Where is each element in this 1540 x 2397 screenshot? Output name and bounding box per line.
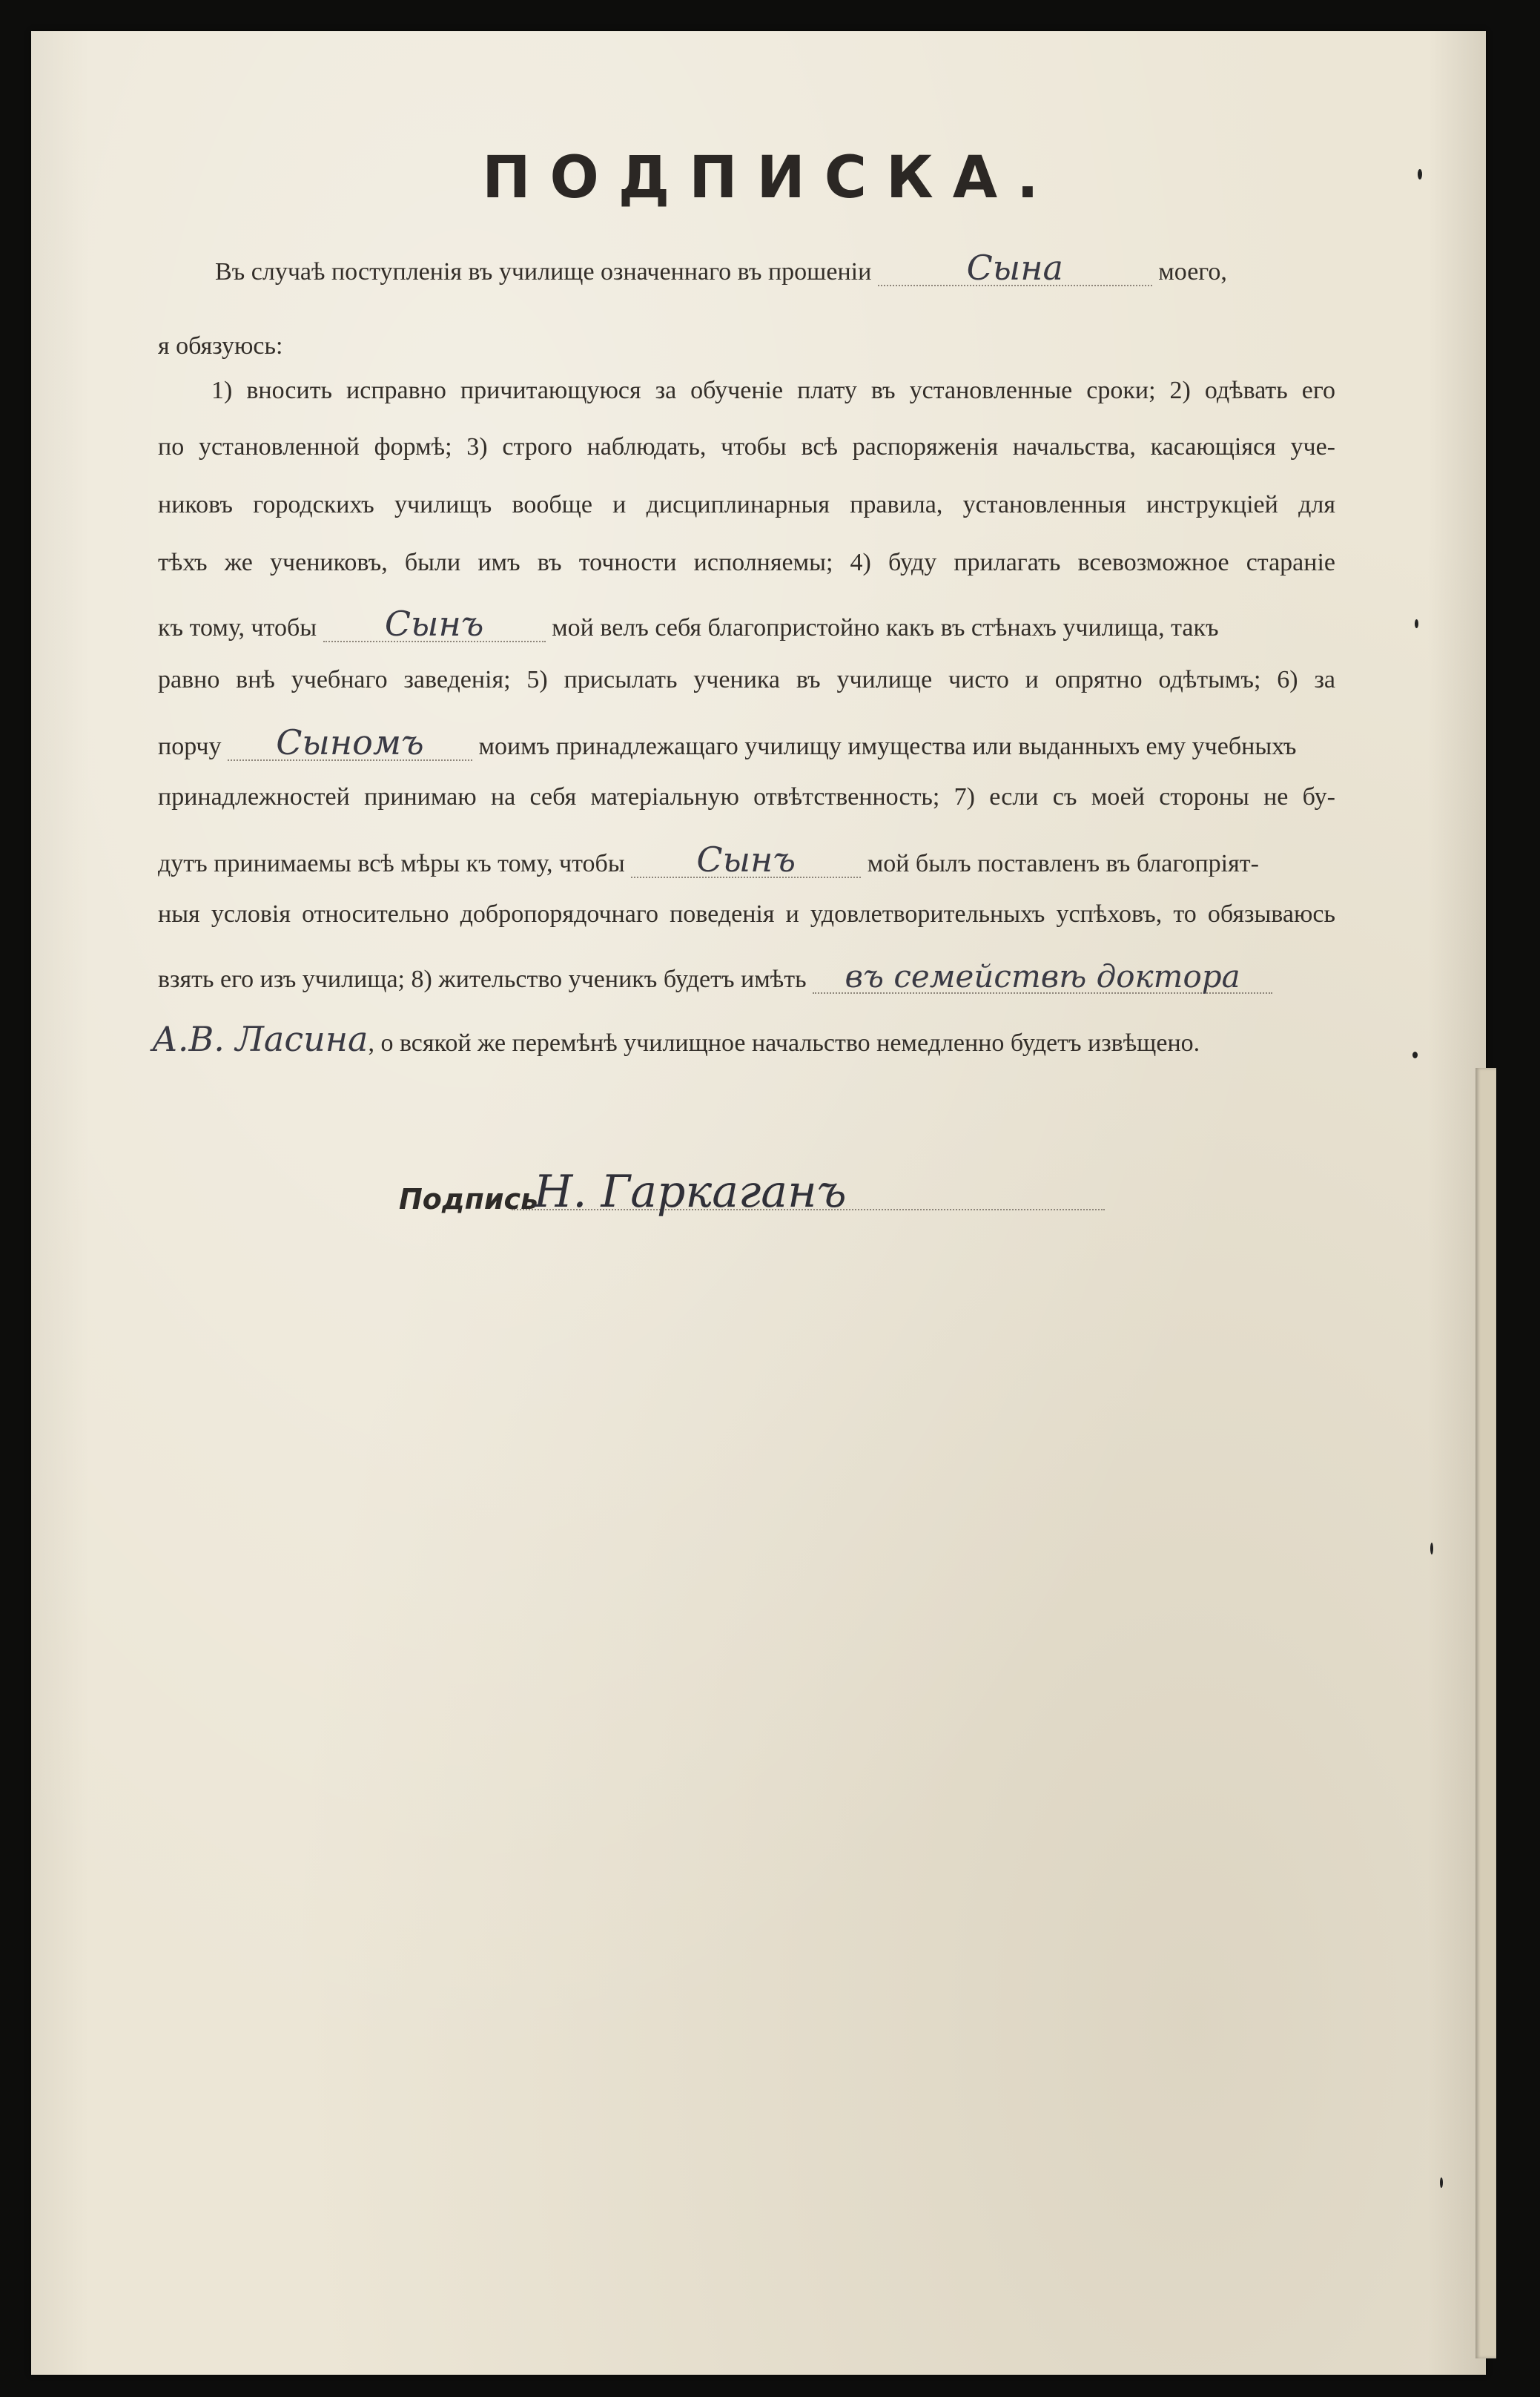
paper-speck bbox=[1412, 1052, 1418, 1058]
filled-blank-son-1 bbox=[323, 604, 546, 644]
filled-blank-son-2 bbox=[228, 722, 472, 762]
text-line-5 bbox=[158, 491, 1335, 519]
intro-after: моего, bbox=[1158, 258, 1227, 286]
text-line-11-before: дутъ принимаемы всѣ мѣры къ тому, чтобы bbox=[158, 850, 625, 877]
text-line-13-before: взять его изъ училища; 8) жительство ученикъ будетъ имѣть bbox=[158, 966, 807, 993]
filled-blank-son-3 bbox=[631, 840, 861, 880]
paper-speck bbox=[1418, 169, 1422, 179]
handwritten-son-2: Сыномъ bbox=[276, 722, 424, 762]
text-line-7-after: мой велъ себя благопристойно какъ въ стѣнахъ училища, такъ bbox=[552, 614, 1219, 642]
text-line-14-after: , о всякой же перемѣнѣ училищное начальство немедленно будетъ извѣщено. bbox=[368, 1029, 1200, 1057]
text-line-8 bbox=[158, 666, 1335, 694]
text-line-9-after: моимъ принадлежащаго училищу имущества или выданныхъ ему учебныхъ bbox=[478, 733, 1297, 760]
text-line-12-content: ныя условія относительно добропорядочнаго поведенія и удовлетворительныхъ успѣховъ, то обязываюсь bbox=[158, 900, 1335, 928]
handwritten-son-1: Сынъ bbox=[384, 604, 484, 644]
paper-speck bbox=[1440, 2177, 1443, 2188]
handwritten-signature: Н. Гаркаганъ bbox=[534, 1166, 847, 1218]
signature-label: Подпись bbox=[399, 1183, 539, 1216]
document-title: ПОДПИСКА. bbox=[482, 145, 1058, 211]
text-line-11 bbox=[158, 840, 1259, 880]
text-line-5-content: никовъ городскихъ училищъ вообще и дисциплинарныя правила, установленныя инструкціей для bbox=[158, 491, 1335, 518]
text-line-9-before: порчу bbox=[158, 733, 222, 760]
handwritten-doctor-name: А.В. Ласина bbox=[152, 1019, 369, 1059]
text-line-6 bbox=[158, 549, 1335, 577]
handwritten-relation: Сына bbox=[966, 248, 1063, 288]
handwritten-residence: въ семействѣ доктора bbox=[845, 958, 1240, 995]
text-line-13 bbox=[158, 958, 1272, 995]
text-line-3 bbox=[211, 377, 1335, 405]
text-line-7-before: къ тому, чтобы bbox=[158, 614, 317, 642]
text-line-10-content: принадлежностей принимаю на себя матеріальную отвѣтственность; 7) если съ моей стороны не бу- bbox=[158, 783, 1335, 811]
filled-blank-relation bbox=[878, 248, 1152, 288]
text-line-4 bbox=[158, 433, 1335, 461]
text-line-2-content: я обязуюсь: bbox=[158, 332, 283, 360]
text-line-10 bbox=[158, 783, 1335, 811]
text-line-4-content: по установленной формѣ; 3) строго наблюдать, чтобы всѣ распоряженія начальства, касающіяся уче- bbox=[158, 433, 1335, 461]
text-line-14 bbox=[152, 1019, 1200, 1059]
text-line-6-content: тѣхъ же учениковъ, были имъ въ точности исполняемы; 4) буду прилагать всевозможное стараніе bbox=[158, 549, 1335, 576]
intro-before: Въ случаѣ поступленія въ училище означеннаго въ прошеніи bbox=[215, 258, 872, 286]
paper-speck bbox=[1430, 1543, 1433, 1554]
page-edge bbox=[1475, 1068, 1496, 2358]
filled-blank-residence bbox=[813, 958, 1272, 995]
text-line-2 bbox=[158, 332, 282, 360]
paper-speck bbox=[1415, 619, 1418, 628]
handwritten-son-3: Сынъ bbox=[696, 840, 796, 880]
text-line-8-content: равно внѣ учебнаго заведенія; 5) присылать ученика въ училище чисто и опрятно одѣтымъ; 6) за bbox=[158, 666, 1335, 693]
text-line-9 bbox=[158, 722, 1297, 762]
text-line-3-content: 1) вносить исправно причитающуюся за обученіе плату въ установленные сроки; 2) одѣвать его bbox=[211, 377, 1335, 404]
text-line-7 bbox=[158, 604, 1219, 644]
text-line-11-after: мой былъ поставленъ въ благопріят- bbox=[867, 850, 1259, 877]
text-line-1 bbox=[215, 248, 1227, 288]
text-line-12 bbox=[158, 900, 1335, 929]
